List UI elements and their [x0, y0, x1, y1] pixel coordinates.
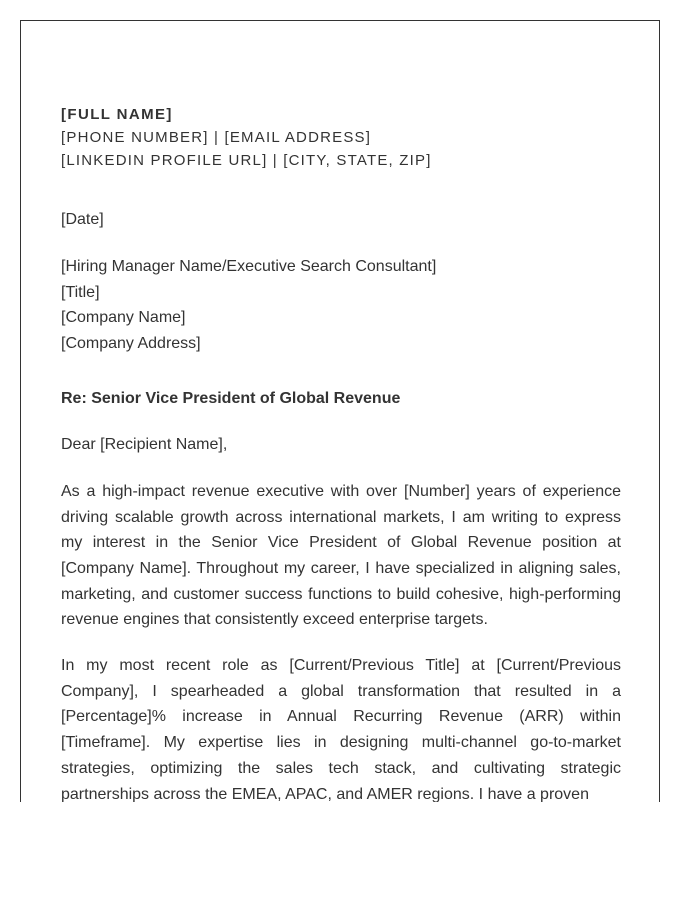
recipient-address: [Company Address] [61, 335, 201, 353]
body-paragraph-1: As a high-impact revenue executive with over [Number] years of experience driving scalable growth across international markets, I am writing to express my interest in the Senior Vice President of Global Revenue position at [Company Name]. Throughout my career, I have specialized in aligning sales, marketing, and customer success functions to build cohesive, high-performing revenue engines that consistently exceed enterprise targets. [61, 482, 621, 629]
recipient-company: [Company Name] [61, 309, 186, 327]
letter-page [20, 20, 660, 802]
sender-contact-line: [PHONE NUMBER] | [EMAIL ADDRESS] [61, 129, 372, 146]
body-paragraph-2: In my most recent role as [Current/Previous Title] at [Current/Previous Company], I spearheaded a global transformation that resulted in a [Percentage]% increase in Annual Recurring Revenue (ARR) within [Timeframe]. My expertise lies in designing multi-channel go-to-market strategies, optimizing the sales tech stack, and cultivating strategic partnerships across the EMEA, APAC, and AMER regions. I have a proven [61, 657, 621, 802]
letter-date: [Date] [61, 211, 104, 228]
recipient-name: [Hiring Manager Name/Executive Search Consultant] [61, 258, 437, 275]
salutation: Dear [Recipient Name], [61, 435, 228, 453]
sender-full-name: [FULL NAME] [61, 106, 173, 123]
subject-line: Re: Senior Vice President of Global Revenue [61, 389, 401, 407]
sender-location-line: [LINKEDIN PROFILE URL] | [CITY, STATE, ZIP] [61, 152, 432, 169]
letter-content [61, 103, 621, 802]
recipient-title: [Title] [61, 283, 100, 301]
letter-header [61, 103, 621, 172]
recipient-block [61, 254, 621, 357]
